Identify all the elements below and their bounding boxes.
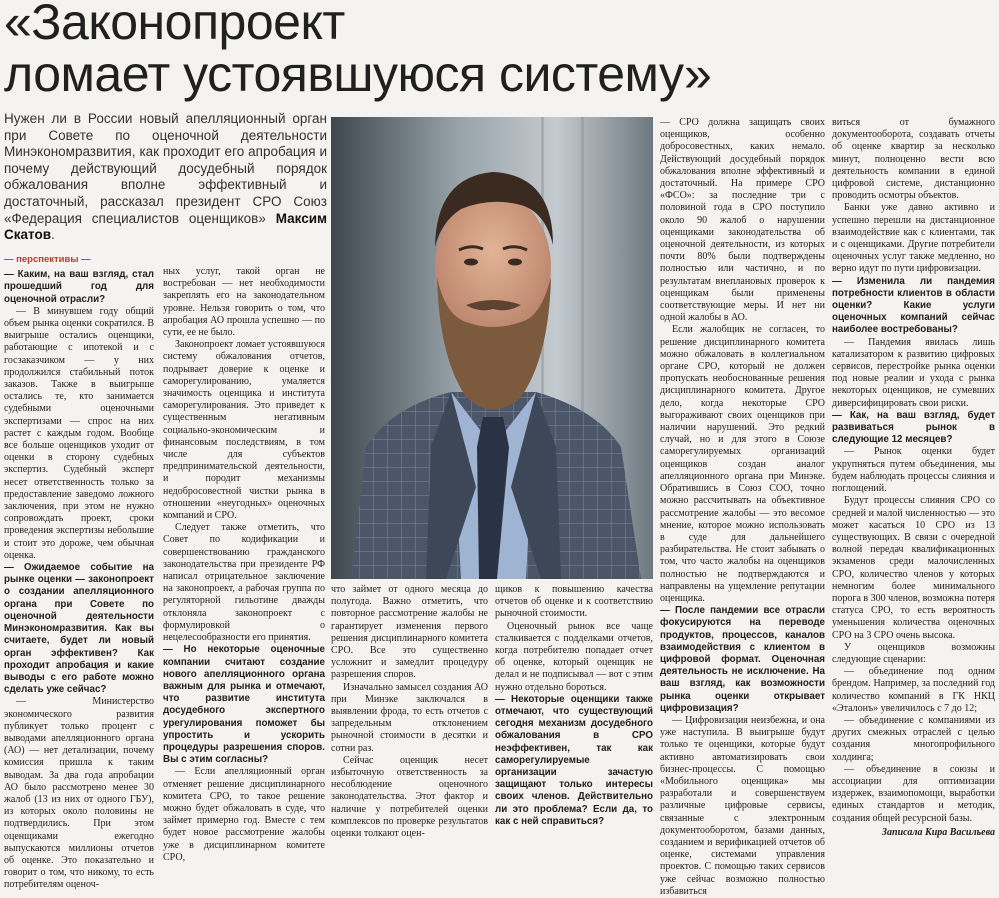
- author-name: Максим Скатов: [4, 210, 327, 243]
- answer-paragraph: щиков к повышению качества отчетов об оценке и к соответствию рыночной стоимости.: [495, 584, 653, 620]
- question-7: — Как, на ваш взгляд, будет развиваться рынок в следующие 12 месяцев?: [832, 409, 995, 446]
- answer-paragraph: — СРО должна защищать своих оценщиков, особенно добросовестных, каких немало. Действующий досудебный порядок обжалования вполне эффективный и достаточный. На примере СРО «ФСО»: за последние три с половиной года в СРО поступило около 90 жалоб о нарушении оценщиками законодательства об оценочной деятельности, из которых почти 80% были подтверждены полностью или частично, и по результатам внеплановых проверок к оценщикам были применены соответствующие меры. И нет ни одной жалобы в АО.: [660, 117, 825, 324]
- answer-paragraph: — объединение под одним брендом. Например, за последний год количество компаний в ГК НКЦ «Эталонъ» увеличилось с 7 до 12;: [832, 666, 995, 714]
- rubric-label: — перспективы —: [4, 254, 91, 265]
- lead-text: Нужен ли в России новый апелляционный орган при Совете по оценочной деятельности Минэкономразвития, как проходит его апробация и почему действующий досудебный порядок обжалования вполне эффективный и достаточный, рассказал президент СРО Союз «Федерация специалистов оценщиков»: [4, 111, 327, 226]
- answer-paragraph: Сейчас оценщик несет избыточную ответственность за несоблюдение оценочного законодательства. Этот фактор и наличие у потребителей оценки комплексов по проверке результатов оценки толкают оцен-: [331, 754, 488, 840]
- answer-paragraph: Банки уже давно активно и успешно перешли на дистанционное взаимодействие как с клиентами, так и с оценщиками. Другие потребители оценочных услуг также медленно, но верно идут по пути цифровизации.: [832, 202, 995, 275]
- answer-paragraph: У оценщиков возможны следующие сценарии:: [832, 641, 995, 665]
- text-column-3: [331, 584, 488, 840]
- answer-paragraph: — Министерство экономического развития публикует только процент с выводами апелляционного органа (АО) — нет детализации, почему комиссия пришла к таким выводам. За два года апробации АО было рассмотрено менее 30 жалоб (13 из них от одного ГБУ), из которых около половины не подтвердились. При этом оценщиками ежегодно выпускаются миллионы отчетов об оценке. Это показательно и говорит о том, что никому, то есть потребителям оценоч-: [4, 696, 154, 891]
- answer-paragraph: Следует также отметить, что Совет по кодификации и совершенствованию гражданского законодательства при президенте РФ написал отрицательное заключение на законопроект, а рабочая группа по регуляторной гильотине дважды отклоняла законопроект с формулировкой о нецелесообразности его принятия.: [163, 522, 325, 644]
- lead-dot: .: [51, 227, 55, 243]
- answer-paragraph: — объединение с компаниями из других смежных отраслей с целью создания многопрофильного холдинга;: [832, 714, 995, 763]
- text-column-4: [495, 584, 653, 827]
- headline-line-1: «Законопроект: [4, 0, 345, 50]
- answer-paragraph: — объединение в союзы и ассоциации для оптимизации издержек, взаимопомощи, выработки единых стандартов и методик, создания общей ресурсной базы.: [832, 763, 995, 824]
- byline-credit: Записала Кира Васильева: [881, 826, 995, 838]
- answer-paragraph: ных услуг, такой орган не востребован — нет необходимости закреплять его на законодательном уровне. Нельзя говорить о том, что апробация АО прошла успешно — по сути, ее не было.: [163, 266, 325, 339]
- answer-paragraph: Законопроект ломает устоявшуюся систему обжалования отчетов, подрывает доверие к оценке и саморегулированию, умаляется значимость оценщика и института саморегулирования. Это приведет к существенным негативным социально-экономическим и финансовым последствиям, в том числе для субъектов предпринимательской деятельности, и породит механизмы недобросовестной чистки рынка в отношении «неугодных» оценочных компаний и СРО.: [163, 339, 325, 522]
- text-column-1: [4, 254, 154, 891]
- answer-paragraph: виться от бумажного документооборота, создавать отчеты об оценке квартир за несколько минут, полноценно вести всю деятельность компании в единой цифровой системе, дистанционно проводить осмотры объектов.: [832, 117, 995, 202]
- text-column-2: [163, 266, 325, 863]
- answer-paragraph: что займет от одного месяца до полугода. Важно отметить, что повторное рассмотрение жалобы не гарантирует изменения первого решения дисциплинарного комитета СРО. Все это существенно усложнит и замедлит процедуру разрешения споров.: [331, 584, 488, 681]
- headline-line-2: ломает устоявшуюся систему»: [4, 46, 712, 102]
- text-column-6: [832, 117, 996, 838]
- answer-paragraph: Будут процессы слияния СРО со средней и малой численностью — это может касаться 10 СРО из 13 существующих. В связи с очередной волной передач квалификационных экзаменов среди малочисленных СРО, количество членов у которых немногим более минимального порога в 300 членов, возможна потеря статуса СРО, то есть вероятность уменьшения количества оценочных СРО на 3 СРО очень высока.: [832, 495, 996, 641]
- question-5: — После пандемии все отрасли фокусируются на переводе продуктов, процессов, каналов взаимодействия с клиентом в цифровой формат. Оценочная деятельность не исключение. На ваш взгляд, как возможности рынка оценки открывает цифровизация?: [660, 605, 825, 714]
- headline: [4, 0, 994, 100]
- question-1: — Каким, на ваш взгляд, стал прошедший год для оценочной отрасли?: [4, 269, 154, 305]
- question-4: — Некоторые оценщики также отмечают, что существующий сегодня механизм досудебного обжалования в СРО неэффективен, так как саморегулируемые организации зачастую защищают только интересы своих членов. Действительно ли это проблема? Если да, то как с ней справиться?: [495, 693, 653, 827]
- lead-paragraph: [4, 111, 327, 244]
- answer-paragraph: Оценочный рынок все чаще сталкивается с подделками отчетов, когда потребителю попадает отчет об оценке, который оценщик не делал и не подписывал — вот с этим нужно отдельно бороться.: [495, 620, 653, 693]
- question-3: — Но некоторые оценочные компании считают создание нового апелляционного органа важным для рынка и отмечают, что развитие института досудебного экспертного урегулирования поможет бы упростить и ускорить процедуры разрешения споров. Вы с этим согласны?: [163, 644, 325, 766]
- answer-paragraph: — Если апелляционный орган отменяет решение дисциплинарного комитета СРО, то такое решение можно будет обжаловать в суде, что займет примерно год. Вместе с тем будет новое рассмотрение жалобы уже в дисциплинарном комитете СРО,: [163, 766, 325, 863]
- portrait-photo: [331, 117, 653, 579]
- answer-paragraph: Если жалобщик не согласен, то решение дисциплинарного комитета можно обжаловать в коллегиальном органе СРО, который не должен пропускать необоснованные решения дисциплинарного комитета. Другое дело, когда некоторые СРО выгораживают своих оценщиков при наличии нарушений. Это редкий случай, но и для этого в Союзе саморегулируемых организаций оценщиков создан аналог апелляционного органа при Минэке. Обратившись в Союз СОО, точно можно рассчитывать на объективное рассмотрение жалобы — это весомое мнение, которое можно использовать в суде для дальнейшего разбирательства. Не стоит забывать о том, что часто жалобы на оценщиков полностью не подтверждаются и направлены на ущемление репутации оценщика.: [660, 324, 825, 604]
- portrait-illustration: [331, 117, 653, 579]
- answer-paragraph: Изначально замысел создания АО при Минэке заключался в выявлении фрода, то есть отчетов с запредельным отклонением рыночной стоимости в десятки и сотни раз.: [331, 681, 488, 754]
- answer-paragraph: — Рынок оценки будет укрупняться путем объединения, мы будем наблюдать процессы слияния и поглощений.: [832, 446, 995, 495]
- answer-paragraph: — Пандемия явилась лишь катализатором к развитию цифровых сервисов, перестройке рынка оценки под новые реалии и ухода с рынка некоторых оценщиков, не сумевших диверсифицировать свои риски.: [832, 336, 995, 409]
- answer-paragraph: — В минувшем году общий объем рынка оценки сократился. В выигрыше остались оценщики, работающие с ипотекой и с госзаказчиком — у них продолжился стабильный поток заказов. Также в выигрыше остались те, кто занимается судебными оценочными экспертизами — спрос на них растет с каждым годом. Вообще все больше оценщиков уходит от оценки в сторону судебных экспертиз. Судебный эксперт несет ответственность только за предоставление заведомо ложного заключения, при этом не нужно сопровождать проект, сроки проведения экспертизы небольшие и стоит это дороже, чем обычная оценка.: [4, 305, 154, 561]
- question-2: — Ожидаемое событие на рынке оценки — законопроект о создании апелляционного органа при Совете по оценочной деятельности Минэкономразвития. Как вы считаете, будет ли новый орган эффективен? Как проходит апробация и какие выводы с его работе можно сделать уже сейчас?: [4, 562, 154, 696]
- text-column-5: [660, 117, 825, 897]
- question-6: — Изменила ли пандемия потребности клиентов в области оценки? Какие услуги оценочных компаний сейчас наиболее востребованы?: [832, 275, 995, 336]
- answer-paragraph: — Цифровизация неизбежна, и она уже наступила. В выигрыше будут только те оценщики, которые будут активно автоматизировать свои бизнес-процессы. С помощью «Мобильного оценщика» мы разработали и совершенствуем различные цифровые сервисы, связанные с электронным документооборотом, базами данных, созданием и верификацией отчетов об оценке, системами управления проектов. С помощью таких сервисов уже сейчас возможно полностью избавиться: [660, 714, 825, 897]
